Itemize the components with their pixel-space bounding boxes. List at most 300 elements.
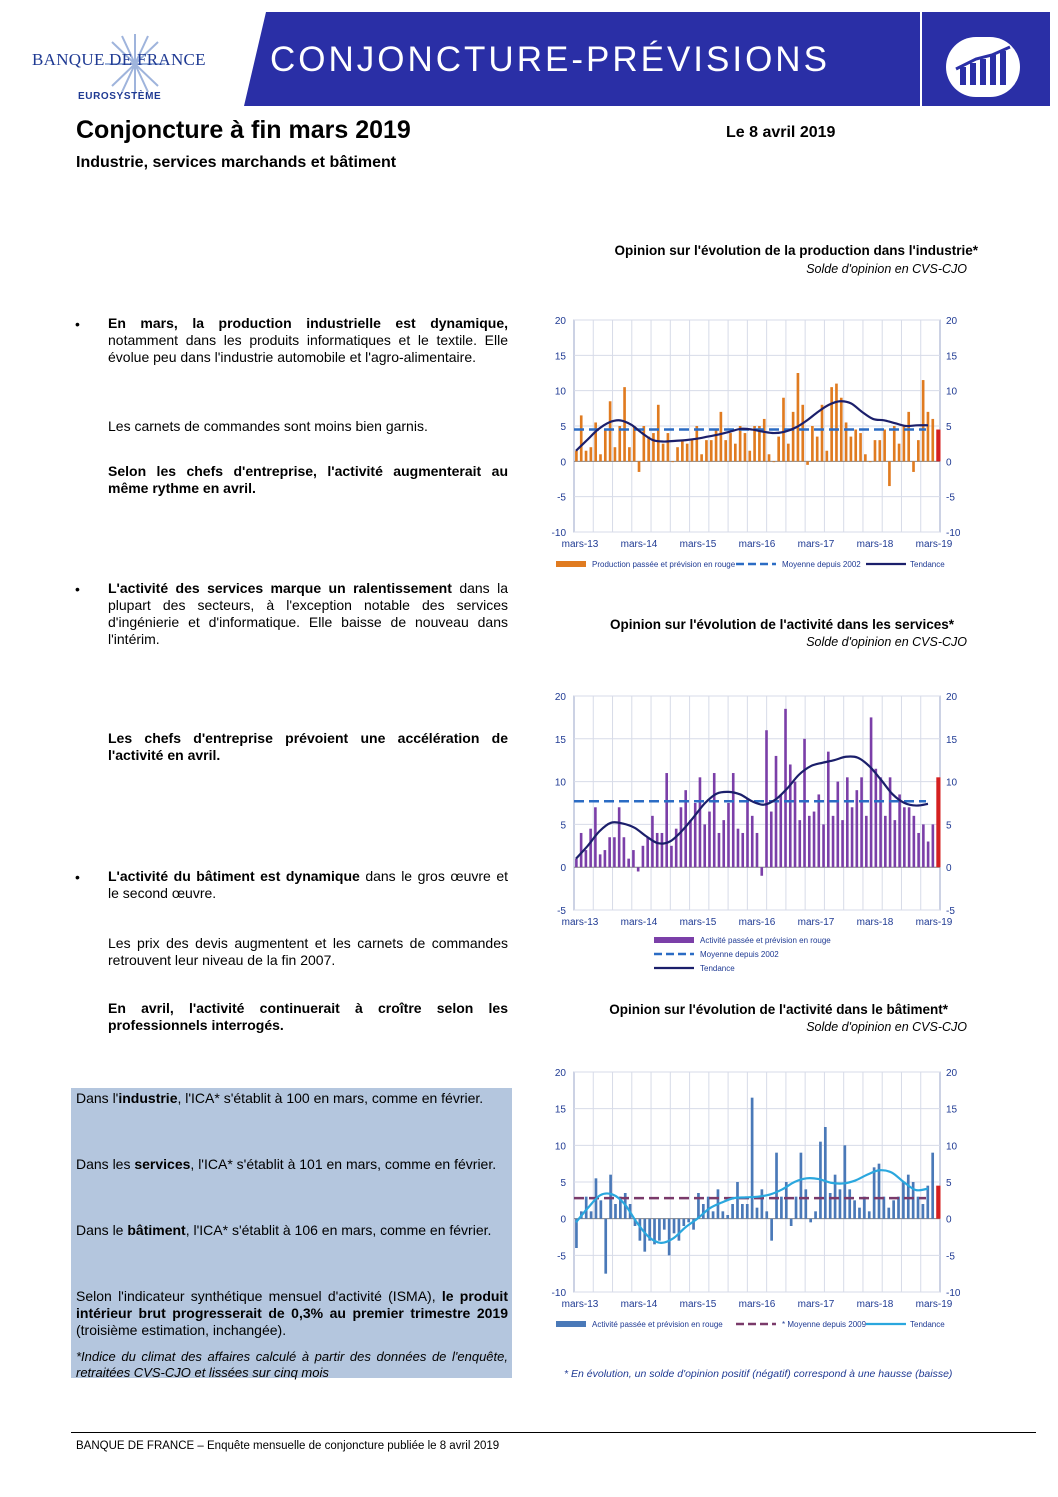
data-bar [795,1197,798,1219]
legend-mean-label: Moyenne depuis 2002 [782,560,861,569]
data-bar [705,440,708,461]
legend-trend-label: Tendance [910,1320,945,1329]
data-bar [632,850,635,867]
y-tick-label-left: 5 [560,1178,566,1189]
data-bar [661,833,664,867]
data-bar [599,1200,602,1218]
data-bar [874,440,877,461]
data-bar [898,444,901,462]
x-tick-label: mars-18 [856,917,894,928]
x-tick-label: mars-14 [620,1299,658,1310]
x-tick-label: mars-16 [738,539,776,550]
ica-footnote: *Indice du climat des affaires calculé à partir des données de l'enquête, retraitées CVS-CJO et lissées sur cinq mois [76,1349,508,1380]
data-bar [846,777,849,867]
data-bar [887,1208,890,1219]
data-bar [770,1219,773,1241]
y-tick-label-left: -5 [557,492,566,504]
data-bar [744,433,747,461]
data-bar [878,1164,881,1219]
data-bar [907,1175,910,1219]
data-bar [854,430,857,462]
legend-bar-label: Activité passée et prévision en rouge [592,1320,723,1329]
data-bar [893,426,896,461]
data-bar [931,419,934,461]
isma-gdp-estimate [76,1288,508,1339]
data-bar [836,782,839,868]
data-bar [678,1219,681,1241]
text: bâtiment [127,1222,186,1238]
data-bar [765,1211,768,1218]
y-tick-label-right: 20 [946,1068,958,1079]
data-bar [768,454,771,461]
text: Selon l'indicateur synthétique mensuel d'activité (ISMA), [76,1288,442,1304]
data-bar [739,426,742,461]
text: Dans les [76,1156,135,1172]
data-bar [868,1211,871,1218]
y-tick-label-left: 10 [554,777,566,789]
y-tick-label-right: 15 [946,1104,958,1116]
forecast-bar [936,430,940,462]
text: , l'ICA* s'établit à 106 en mars, comme en février. [185,1222,492,1238]
construction-prices: Les prix des devis augmentent et les carnets de commandes retrouvent leur niveau de la fin 2007. [108,935,508,968]
y-tick-label-left: 15 [554,351,566,363]
bank-logo-text: BANQUE DE FRANCE [32,50,206,69]
construction-text: dans le gros œuvre et le second œuvre. [108,868,508,901]
chart-2-title: Opinion sur l'évolution de l'activité dans les services* [609,617,954,632]
data-bar [748,451,751,462]
data-bar [710,440,713,461]
x-tick-label: mars-17 [797,917,835,928]
data-bar [712,1211,715,1218]
data-bar [671,461,674,462]
industry-lead: En mars, la production industrielle est dynamique, [108,315,508,331]
y-tick-label-left: 0 [560,863,566,875]
publication-date: Le 8 avril 2019 [726,124,836,141]
data-bar [756,1208,759,1219]
x-tick-label: mars-13 [561,539,599,550]
ica-services [76,1156,508,1173]
data-bar [608,837,611,867]
data-bar [775,1153,778,1219]
data-bar [599,454,602,461]
data-bar [853,1200,856,1218]
data-bar [808,816,811,867]
data-bar [765,730,768,867]
data-bar [609,1175,612,1219]
data-bar [851,807,854,867]
data-bar [806,461,809,465]
page-title: Conjoncture à fin mars 2019 [76,116,411,144]
y-tick-label-right: 5 [946,1178,952,1189]
data-bar [699,777,702,867]
data-bar [682,1219,685,1226]
data-bar [670,846,673,867]
data-bar [835,384,838,462]
y-tick-label-right: 20 [946,692,958,703]
data-bar [657,405,660,462]
data-bar [642,846,645,867]
bullet-icon: • [75,869,80,885]
data-bar [859,433,862,461]
data-bar [604,430,607,462]
data-bar [656,833,659,867]
data-bar [729,433,732,461]
footer-divider [71,1432,1036,1433]
data-bar [803,739,806,867]
banner-wedge [244,12,266,106]
text: services [134,1156,191,1172]
legend-mean-label: Moyenne depuis 2002 [700,950,779,959]
x-tick-label: mars-17 [797,539,835,550]
y-tick-label-right: -10 [946,1288,961,1299]
data-bar [794,782,797,868]
data-bar [614,1204,617,1219]
data-bar [722,820,725,867]
services-outlook: Les chefs d'entreprise prévoient une accélération de l'activité en avril. [108,730,508,763]
x-tick-label: mars-13 [561,917,599,928]
legend-trend-label: Tendance [910,560,945,569]
data-bar [858,1208,861,1219]
y-tick-label-right: 10 [946,386,958,398]
x-tick-label: mars-19 [915,917,953,928]
data-bar [826,451,829,462]
data-bar [883,430,886,462]
x-tick-label: mars-16 [738,917,776,928]
data-bar [913,816,916,867]
data-bar [589,829,592,868]
data-bar [652,433,655,461]
data-bar [746,799,749,867]
data-bar [638,461,641,472]
data-bar [731,1204,734,1219]
data-bar [575,451,578,462]
text: , l'ICA* s'établit à 101 en mars, comme en février. [190,1156,497,1172]
data-bar [840,398,843,462]
industry-outlook: Selon les chefs d'entreprise, l'activité augmenterait au même rythme en avril. [108,463,508,496]
y-tick-label-right: 0 [946,863,952,875]
page-subtitle: Industrie, services marchands et bâtiment [76,154,397,171]
data-bar [736,1182,739,1219]
data-bar [618,807,621,867]
data-bar [646,837,649,867]
y-tick-label-left: 0 [560,457,566,469]
x-tick-label: mars-14 [620,539,658,550]
y-tick-label-left: 20 [554,692,566,703]
chart-logo-icon [946,37,1020,97]
text: industrie [118,1090,178,1106]
data-bar [811,426,814,461]
data-bar [686,444,689,462]
data-bar [734,444,737,462]
y-tick-label-left: 15 [554,734,566,746]
data-bar [663,1219,666,1230]
data-bar [892,1200,895,1218]
data-bar [932,824,935,867]
x-tick-label: mars-16 [738,1299,776,1310]
x-tick-label: mars-19 [915,539,953,550]
data-bar [689,820,692,867]
data-bar [665,773,668,867]
data-bar [863,1197,866,1219]
data-bar [870,717,873,867]
data-bar [902,1182,905,1219]
data-bar [680,807,683,867]
x-tick-label: mars-15 [679,539,717,550]
y-tick-label-left: -10 [551,1288,566,1299]
data-bar [817,794,820,867]
data-bar [697,1193,700,1219]
data-bar [741,833,744,867]
data-bar [850,437,853,462]
chart-1-subtitle: Solde d'opinion en CVS-CJO [806,262,967,276]
y-tick-label-left: 5 [560,820,566,832]
data-bar [721,1211,724,1218]
data-bar [751,816,754,867]
data-bar [585,850,588,867]
y-tick-label-left: 10 [554,386,566,398]
data-bar [737,829,740,868]
data-bar [753,426,756,461]
y-tick-label-right: 20 [946,316,958,327]
y-tick-label-left: 20 [554,1068,566,1079]
data-bar [922,380,925,461]
data-bar [751,1098,754,1219]
data-bar [775,756,778,867]
data-bar [760,867,763,876]
data-bar [873,1167,876,1218]
data-bar [585,451,588,462]
data-bar [599,854,602,867]
data-bar [884,816,887,867]
data-bar [830,387,833,461]
data-bar [695,426,698,461]
industry-paragraph [108,315,508,366]
data-bar [908,807,911,867]
data-bar [761,1189,764,1218]
services-activity-chart [540,686,980,980]
industry-production-chart [540,310,980,592]
data-bar [878,440,881,461]
data-bar [727,803,730,867]
text: Dans le [76,1222,128,1238]
data-bar [703,824,706,867]
y-tick-label-left: 10 [554,1141,566,1153]
legend-mean-label: * Moyenne depuis 2009 [782,1320,867,1329]
y-tick-label-right: -5 [946,492,955,504]
data-bar [700,454,703,461]
bullet-icon: • [75,316,80,332]
y-tick-label-left: 15 [554,1104,566,1116]
data-bar [897,1197,900,1219]
data-bar [903,426,906,461]
data-bar [580,415,583,461]
data-bar [869,461,872,462]
x-tick-label: mars-14 [620,917,658,928]
data-bar [724,440,727,461]
services-text: dans la plupart des secteurs, à l'exception notable des services d'ingénierie et d'informatique. Elle baisse de nouveau dans l'intérim. [108,580,508,647]
banner-title: CONJONCTURE-PRÉVISIONS [270,40,830,79]
ica-construction [76,1222,508,1239]
legend-trend-label: Tendance [700,964,735,973]
data-bar [822,824,825,867]
data-bar [894,820,897,867]
data-bar [726,1215,729,1219]
construction-lead: L'activité du bâtiment est dynamique [108,868,360,884]
construction-paragraph [108,868,508,902]
y-tick-label-right: -5 [946,906,955,917]
data-bar [907,412,910,461]
legend-bar-label: Activité passée et prévision en rouge [700,936,831,945]
data-bar [780,1197,783,1219]
data-bar [829,1193,832,1219]
text: Dans l' [76,1090,119,1106]
data-bar [732,773,735,867]
data-bar [841,820,844,867]
forecast-bar [936,1186,940,1219]
data-bar [839,1189,842,1218]
data-bar [623,837,626,867]
x-tick-label: mars-18 [856,1299,894,1310]
data-bar [676,447,679,461]
ica-industry [76,1090,508,1107]
data-bar [763,419,766,461]
industry-text: notamment dans les produits informatiques et le textile. Elle évolue peu dans l'industrie automobile et l'agro-alimentaire. [108,332,508,365]
data-bar [708,812,711,868]
data-bar [816,437,819,462]
data-bar [691,440,694,461]
data-bar [777,437,780,462]
data-bar [922,1204,925,1219]
data-bar [903,807,906,867]
y-tick-label-left: 20 [554,316,566,327]
data-bar [797,373,800,461]
data-bar [864,454,867,461]
data-bar [813,812,816,868]
data-bar [658,1219,661,1241]
data-bar [718,833,721,867]
data-bar [637,867,640,871]
data-bar [618,426,621,461]
y-tick-label-right: 15 [946,351,958,363]
y-tick-label-right: -5 [946,1251,955,1263]
data-bar [926,1186,929,1219]
data-bar [746,1204,749,1219]
data-bar [713,773,716,867]
y-tick-label-left: 5 [560,422,566,433]
data-bar [879,777,882,867]
data-bar [673,1219,676,1234]
y-tick-label-right: 0 [946,457,952,469]
data-bar [668,1219,671,1256]
legend-bar-label: Production passée et prévision en rouge [592,560,736,569]
data-bar [613,837,616,867]
chart-3-title: Opinion sur l'évolution de l'activité dans le bâtiment* [609,1002,948,1017]
data-bar [773,461,776,462]
data-bar [804,1189,807,1218]
construction-outlook: En avril, l'activité continuerait à croître selon les professionnels interrogés. [108,1000,508,1033]
data-bar [922,824,925,867]
chart-3-subtitle: Solde d'opinion en CVS-CJO [806,1020,967,1034]
x-tick-label: mars-19 [915,1299,953,1310]
x-tick-label: mars-18 [856,539,894,550]
bullet-icon: • [75,581,80,597]
data-bar [604,1219,607,1274]
data-bar [888,461,891,486]
y-tick-label-left: 0 [560,1214,566,1226]
data-bar [927,842,930,868]
data-bar [756,833,759,867]
data-bar [687,1219,690,1223]
y-tick-label-right: 10 [946,777,958,789]
data-bar [814,1211,817,1218]
legend-bar-swatch [654,937,694,943]
data-bar [770,812,773,868]
chart-2-subtitle: Solde d'opinion en CVS-CJO [806,635,967,649]
text: (troisième estimation, inchangée). [76,1322,287,1338]
x-tick-label: mars-17 [797,1299,835,1310]
y-tick-label-right: 10 [946,1141,958,1153]
data-bar [856,790,859,867]
data-bar [779,794,782,867]
data-bar [790,1219,793,1226]
legend-bar-swatch [556,561,586,567]
data-bar [614,447,617,461]
data-bar [590,1211,593,1218]
data-bar [821,405,824,462]
data-bar [681,440,684,461]
text: , l'ICA* s'établit à 100 en mars, comme en février. [177,1090,484,1106]
x-tick-label: mars-15 [679,917,717,928]
data-bar [809,1219,812,1223]
data-bar [917,1197,920,1219]
data-bar [800,1153,803,1219]
data-bar [580,833,583,867]
text: le produit intérieur brut progresserait de 0,3% au premier trimestre 2019 [76,1288,508,1321]
data-bar [848,1189,851,1218]
data-bar [875,769,878,867]
construction-activity-chart [540,1062,980,1354]
data-bar [627,859,630,868]
y-tick-label-right: -10 [946,528,961,539]
data-bar [834,1175,837,1219]
data-bar [798,820,801,867]
legend-bar-swatch [556,1321,586,1327]
data-bar [865,816,868,867]
y-tick-label-right: 5 [946,820,952,832]
data-bar [801,405,804,462]
data-bar [927,412,930,461]
data-bar [720,412,723,461]
data-bar [931,1153,934,1219]
data-bar [824,1127,827,1219]
y-tick-label-right: 0 [946,1214,952,1226]
data-bar [575,859,578,868]
services-paragraph [108,580,508,648]
data-bar [590,447,593,461]
data-bar [633,426,636,461]
data-bar [667,433,670,461]
data-bar [917,833,920,867]
data-bar [628,447,631,461]
x-tick-label: mars-15 [679,1299,717,1310]
forecast-bar [936,777,940,867]
data-bar [623,387,626,461]
data-bar [860,777,863,867]
y-tick-label-left: -10 [551,528,566,539]
chart-footnote: * En évolution, un solde d'opinion positif (négatif) correspond à une hausse (baisse) [564,1368,953,1380]
industry-orders: Les carnets de commandes sont moins bien garnis. [108,418,428,434]
footer-text: BANQUE DE FRANCE – Enquête mensuelle de conjoncture publiée le 8 avril 2019 [76,1440,500,1452]
